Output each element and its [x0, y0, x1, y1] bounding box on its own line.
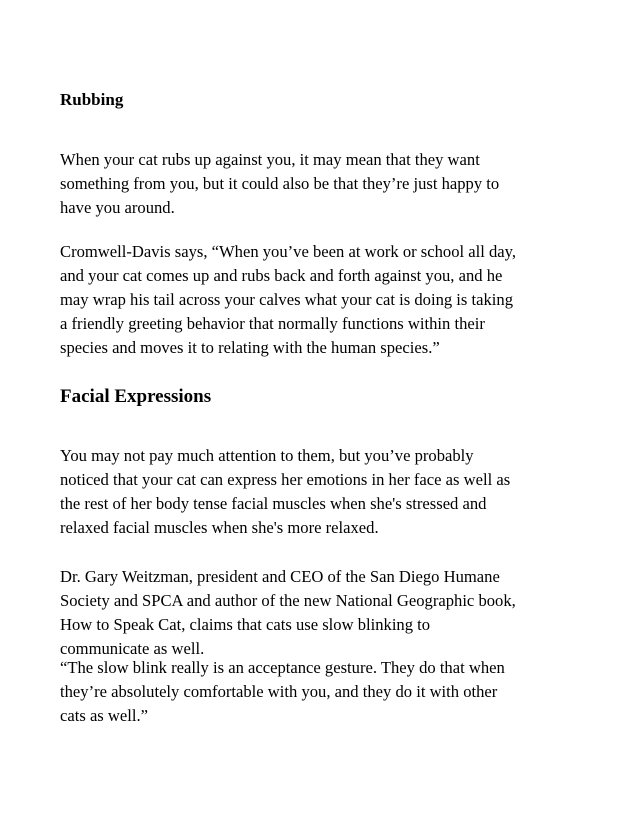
- text-line: communicate as well.: [60, 639, 205, 658]
- text-line: a friendly greeting behavior that normally functions within their: [60, 314, 485, 333]
- text-line: Dr. Gary Weitzman, president and CEO of the San Diego Humane: [60, 567, 500, 586]
- text-line: they’re absolutely comfortable with you, and they do it with other: [60, 682, 498, 701]
- paragraph-weitzman: [60, 565, 580, 661]
- paragraph-facial-intro: [60, 444, 580, 540]
- paragraph-rubbing-quote: [60, 240, 580, 360]
- text-line: Society and SPCA and author of the new National Geographic book,: [60, 591, 516, 610]
- text-line: “The slow blink really is an acceptance gesture. They do that when: [60, 658, 505, 677]
- text-line: When your cat rubs up against you, it may mean that they want: [60, 150, 480, 169]
- text-line: and your cat comes up and rubs back and forth against you, and he: [60, 266, 503, 285]
- text-line: species and moves it to relating with the human species.”: [60, 338, 440, 357]
- text-line: Cromwell-Davis says, “When you’ve been at work or school all day,: [60, 242, 517, 261]
- section-heading-facial-expressions: Facial Expressions: [60, 386, 212, 407]
- section-heading-rubbing: Rubbing: [60, 90, 124, 109]
- paragraph-slow-blink-quote: [60, 656, 580, 728]
- text-line: have you around.: [60, 198, 175, 217]
- paragraph-rubbing-intro: [60, 148, 580, 220]
- text-line: cats as well.”: [60, 706, 149, 725]
- text-line: something from you, but it could also be that they’re just happy to: [60, 174, 500, 193]
- text-line: How to Speak Cat, claims that cats use slow blinking to: [60, 615, 431, 634]
- text-line: relaxed facial muscles when she's more relaxed.: [60, 518, 379, 537]
- text-line: may wrap his tail across your calves what your cat is doing is taking: [60, 290, 513, 309]
- text-line: noticed that your cat can express her emotions in her face as well as: [60, 470, 511, 489]
- text-line: the rest of her body tense facial muscles when she's stressed and: [60, 494, 487, 513]
- text-line: You may not pay much attention to them, but you’ve probably: [60, 446, 474, 465]
